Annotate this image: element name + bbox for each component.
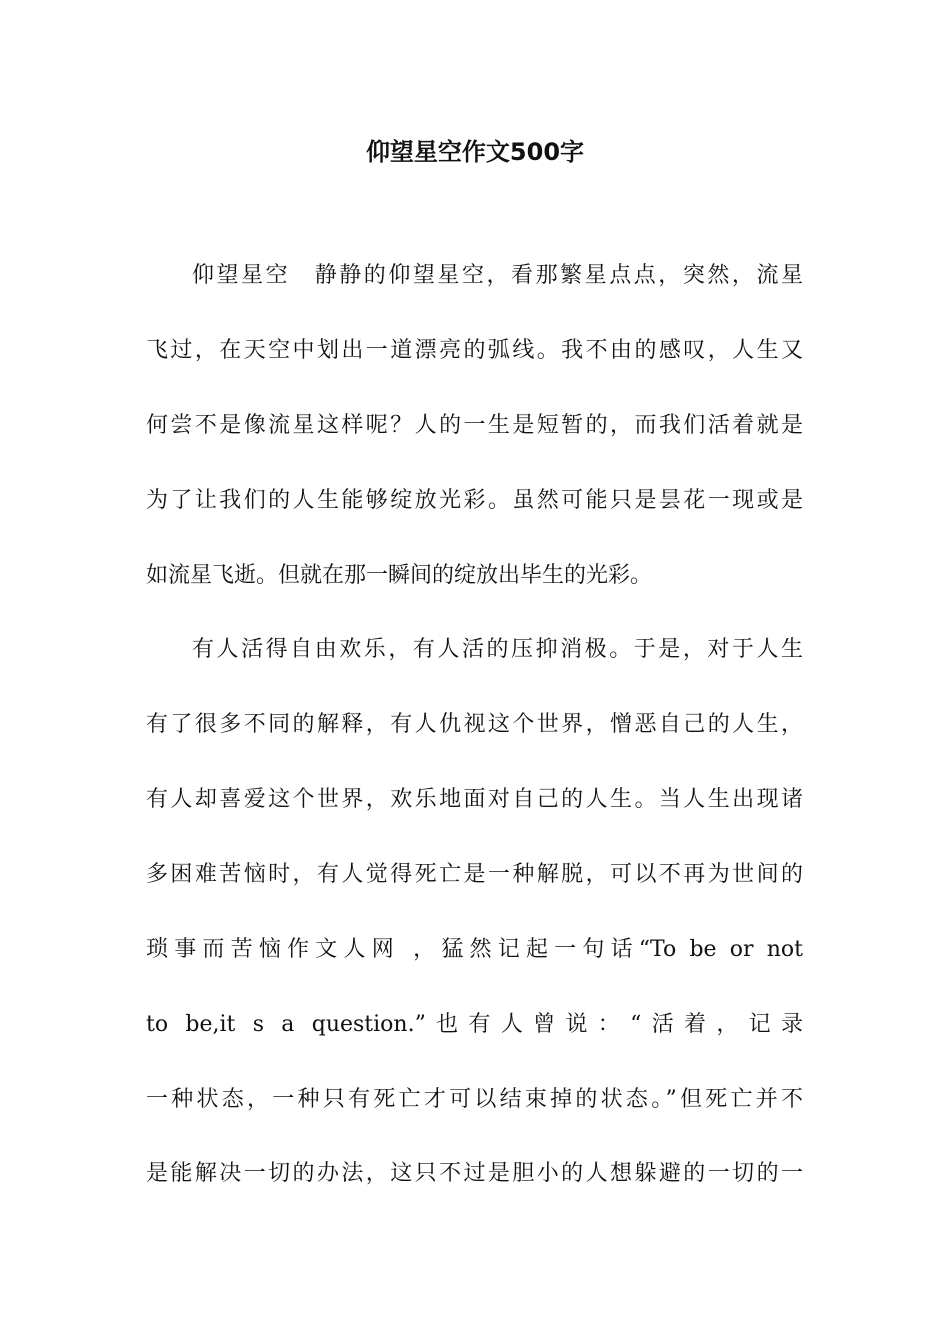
text-line: 琐事而苦恼作文人网 ，猛然记起一句话“To be or not: [146, 937, 803, 962]
text-line: 一种状态，一种只有死亡才可以结束掉的状态。”但死亡并不: [146, 1087, 803, 1112]
text-line: 如流星飞逝。但就在那一瞬间的绽放出毕生的光彩。: [146, 563, 653, 588]
text-line: 仰望星空 静静的仰望星空，看那繁星点点，突然，流星: [192, 263, 803, 288]
document-title: 仰望星空作文500字: [365, 138, 585, 166]
text-line: to be,it s a question.”也有人曾说：“活着，记录: [146, 1012, 803, 1037]
text-line: 多困难苦恼时，有人觉得死亡是一种解脱，可以不再为世间的: [146, 862, 803, 887]
text-line: 有了很多不同的解释，有人仇视这个世界，憎恶自己的人生，: [146, 712, 803, 737]
text-line: 何尝不是像流星这样呢？人的一生是短暂的，而我们活着就是: [146, 413, 803, 438]
text-line: 有人活得自由欢乐，有人活的压抑消极。于是，对于人生: [192, 637, 803, 662]
text-line: 为了让我们的人生能够绽放光彩。虽然可能只是昙花一现或是: [146, 488, 803, 513]
text-line: 有人却喜爱这个世界，欢乐地面对自己的人生。当人生出现诸: [146, 787, 803, 812]
text-line: 飞过，在天空中划出一道漂亮的弧线。我不由的感叹，人生又: [146, 338, 803, 363]
text-line: 是能解决一切的办法，这只不过是胆小的人想躲避的一切的一: [146, 1161, 803, 1186]
